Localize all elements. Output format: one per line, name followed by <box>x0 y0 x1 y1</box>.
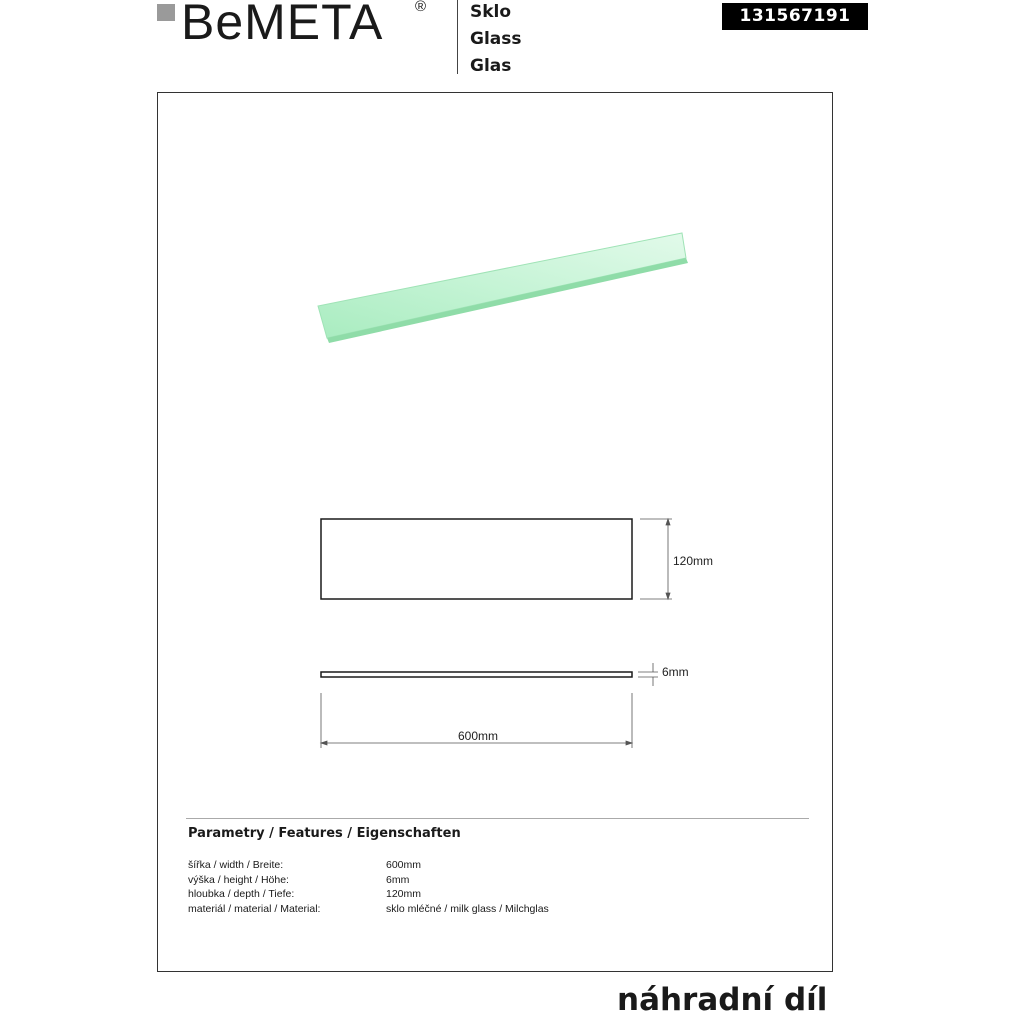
side-view-outline <box>321 672 632 677</box>
glass-shelf-illustration <box>318 233 688 343</box>
param-name: šířka / width / Breite: <box>188 859 284 871</box>
height-label: 6mm <box>662 665 689 679</box>
product-code: 131567191 <box>722 3 868 30</box>
param-value: 6mm <box>386 873 410 886</box>
param-value: 600mm <box>386 859 422 871</box>
param-value: sklo mléčné / milk glass / Milchglas <box>386 902 549 915</box>
brand-name: BeMETA <box>181 0 384 50</box>
title-czech: Sklo <box>470 2 512 22</box>
param-name: materiál / material / Material: <box>188 902 321 915</box>
parameters-table <box>188 858 549 916</box>
title-german: Glas <box>470 56 512 76</box>
features-divider <box>186 818 809 819</box>
registered-mark: ® <box>415 0 427 15</box>
param-name: hloubka / depth / Tiefe: <box>188 888 295 900</box>
param-row <box>188 902 549 917</box>
top-view-outline <box>321 519 632 599</box>
spare-part-label: náhradní díl <box>617 982 828 1018</box>
width-label: 600mm <box>458 729 499 743</box>
height-dimension <box>638 663 658 686</box>
depth-dimension <box>640 519 672 599</box>
param-name: výška / height / Höhe: <box>188 873 289 886</box>
param-row <box>188 873 549 888</box>
param-value: 120mm <box>386 888 422 900</box>
title-english: Glass <box>470 29 522 49</box>
param-row <box>188 887 549 902</box>
depth-label: 120mm <box>673 554 714 568</box>
features-title: Parametry / Features / Eigenschaften <box>188 826 461 841</box>
param-row <box>188 858 549 873</box>
